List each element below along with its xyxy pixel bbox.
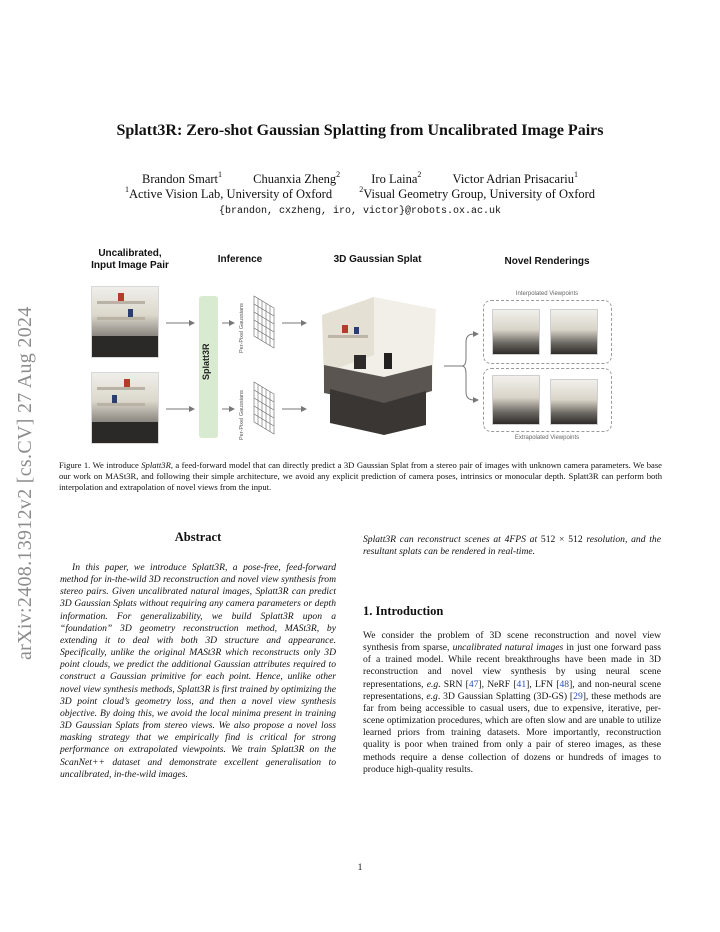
extrapolated-view-1	[492, 375, 540, 425]
per-pixel-label-top: Per-Pixel Gaussians	[239, 303, 245, 353]
interpolated-renders	[483, 300, 612, 364]
interpolated-view-1	[492, 309, 540, 355]
introduction-text: We consider the problem of 3D scene reconstruction and novel view synthesis from sparse, uncalibrated natural images in just one forward pass of a trained model. While recent breakthroughs have been made in 3D reconstruction and novel view synthesis by using neural scene representations, e.g. SRN [47], NeRF [41], LFN [48], and non-neural scene representations, e.g. 3D Gaussian Splatting (3D-GS) [29], these methods are far from being accessible to casual users, due to expensive, iterative, per-scene optimization procedures, which are often slow and are unable to utilize learned priors from training datasets. More importantly, reconstruction quality is poor when trained from only a pair of stereo images, as these methods require a dense collection of dozens or hundreds of images to produce high-quality results.	[363, 630, 661, 775]
citation-link[interactable]: 29	[573, 690, 583, 702]
author-emails: {brandon, cxzheng, iro, victor}@robots.ox.ac.uk	[218, 206, 502, 217]
per-pixel-label-bottom: Per-Pixel Gaussians	[239, 390, 245, 440]
citation-link[interactable]: 48	[559, 678, 570, 690]
extrapolated-renders	[483, 368, 612, 432]
author: Brandon Smart$^1$	[142, 170, 223, 186]
affiliation: $^1$Active Vision Lab, University of Oxford	[124, 185, 333, 201]
citation-link[interactable]: 41	[516, 678, 527, 690]
paper-title: Splatt3R: Zero-shot Gaussian Splatting from Uncalibrated Image Pairs	[116, 122, 604, 139]
splatt3r-model-label: Splatt3R	[201, 343, 211, 380]
extrapolated-label: Extrapolated Viewpoints	[514, 435, 580, 441]
figure-caption: Figure 1. We introduce Splatt3R, a feed-forward model that can directly predict a 3D Gaussian Splat from a stereo pair of images with unknown camera parameters. We base our work on MASt3R, and following their simple architecture, we avoid any explicit prediction of camera poses, intrinsics or monocular depth. Splatt3R can perform both interpolation and extrapolation of novel views from the input.	[59, 460, 662, 493]
extrapolated-view-2	[550, 379, 598, 425]
author: Iro Laina$^2$	[371, 170, 422, 186]
citation-link[interactable]: 47	[468, 678, 479, 690]
section-heading-introduction: 1. Introduction	[363, 604, 444, 618]
gaussian-splat-render	[314, 295, 438, 435]
author: Victor Adrian Prisacariu$^1$	[452, 170, 578, 186]
interpolated-view-2	[550, 309, 598, 355]
per-pixel-grid-bottom	[254, 382, 274, 434]
figure-col-inference: Inference	[217, 254, 263, 265]
author: Chuanxia Zheng$^2$	[253, 170, 341, 186]
affiliation: $^2$Visual Geometry Group, University of Oxford	[359, 185, 596, 201]
abstract-heading: Abstract	[174, 530, 222, 544]
figure-col-splat: 3D Gaussian Splat	[333, 254, 422, 265]
interpolated-label: Interpolated Viewpoints	[515, 291, 579, 297]
abstract-continuation: Splatt3R can reconstruct scenes at 4FPS at 512 × 512 resolution, and the resultant splats can be rendered in real-time.	[363, 534, 661, 558]
per-pixel-grid-top	[254, 296, 274, 348]
page-number: 1	[357, 862, 363, 873]
arxiv-stamp: arXiv:2408.13912v2 [cs.CV] 27 Aug 2024	[14, 306, 36, 660]
figure-col-input: Uncalibrated, Input Image Pair	[91, 248, 169, 271]
abstract-text: In this paper, we introduce Splatt3R, a pose-free, feed-forward method for in-the-wild 3D reconstruction and novel view synthesis from stereo pairs. Given uncalibrated natural images, Splatt3R can predict 3D Gaussian Splats without requiring any camera parameters or depth information. For generalizability, we build Splatt3R upon a “foundation” 3D geometry reconstruction method, MASt3R, by extending it to deal with both 3D structure and appearance. Specifically, unlike the original MASt3R which reconstructs only 3D point clouds, we predict the additional Gaussian attributes required to construct a Gaussian primitive for each point. Hence, unlike other novel view synthesis methods, Splatt3R is first trained by optimizing the 3D point cloud’s geometry loss, and then a novel view synthesis objective. By doing this, we avoid the local minima present in training 3D Gaussian Splats from stereo views. We also propose a novel loss masking strategy that we empirically find is critical for strong performance on extrapolated viewpoints. We train Splatt3R on the ScanNet++ dataset and demonstrate excellent generalisation to uncalibrated, in-the-wild images.	[60, 562, 336, 780]
figure-col-novel: Novel Renderings	[504, 256, 590, 267]
